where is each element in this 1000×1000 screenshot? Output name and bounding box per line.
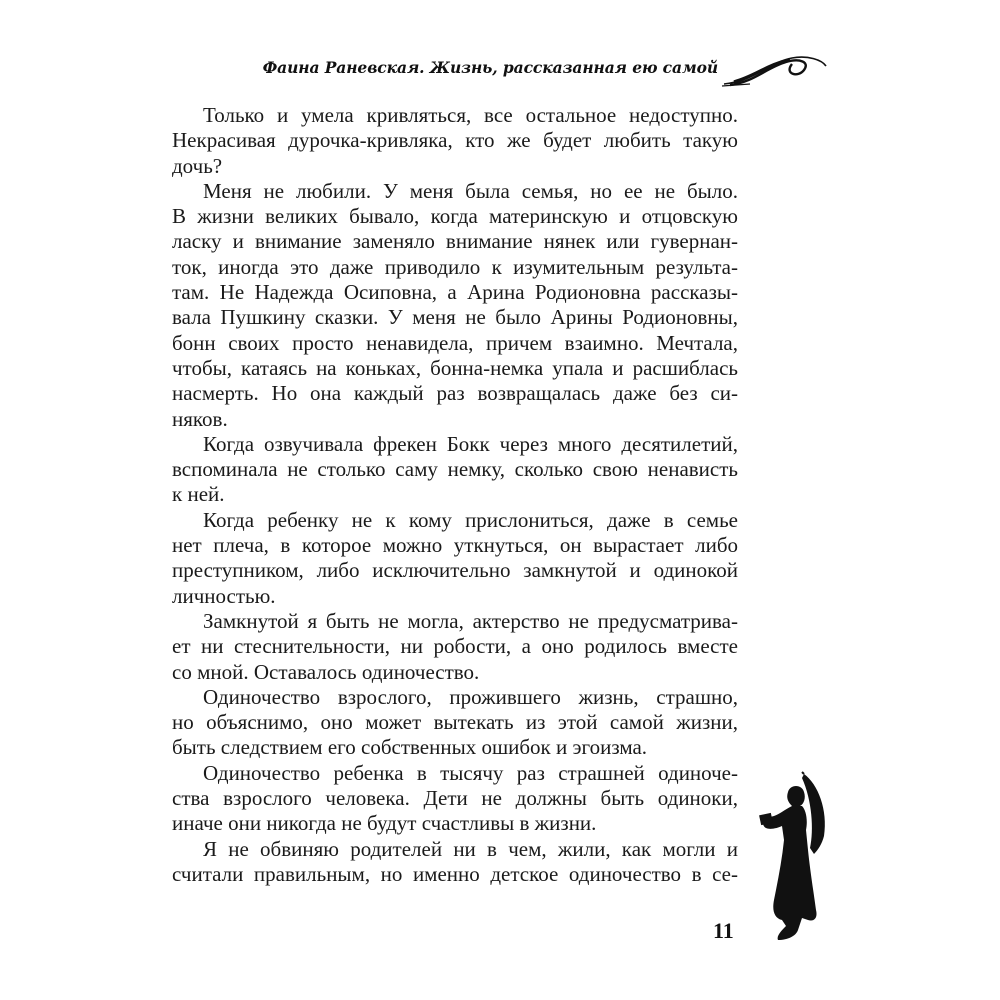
text-line: насмерть. Но она каждый раз возвращалась даже без си- bbox=[172, 381, 738, 406]
text-line: но объяснимо, оно может вытекать из этой самой жизни, bbox=[172, 710, 738, 735]
text-line: ласку и внимание заменяло внимание нянек или гувернан- bbox=[172, 229, 738, 254]
text-line: ет ни стеснительности, ни робости, а оно родилось вместе bbox=[172, 634, 738, 659]
text-line: иначе они никогда не будут счастливы в жизни. bbox=[172, 811, 597, 836]
text-line: ства взрослого человека. Дети не должны быть одиноки, bbox=[172, 786, 738, 811]
text-line: няков. bbox=[172, 406, 228, 431]
text-line: преступником, либо исключительно замкнутой и одинокой bbox=[172, 558, 738, 583]
text-line: со мной. Оставалось одиночество. bbox=[172, 659, 480, 684]
text-line: личностью. bbox=[172, 583, 276, 608]
text-line: к ней. bbox=[172, 482, 225, 507]
swash-flourish-icon bbox=[720, 52, 830, 88]
text-line: Я не обвиняю родителей ни в чем, жили, как могли и bbox=[203, 836, 738, 861]
text-line: Замкнутой я быть не могла, актерство не предусматрива- bbox=[203, 608, 738, 633]
woman-with-umbrella-silhouette-icon bbox=[752, 770, 832, 945]
text-line: бонн своих просто ненавидела, причем взаимно. Мечтала, bbox=[172, 330, 738, 355]
text-line: быть следствием его собственных ошибок и эгоизма. bbox=[172, 735, 648, 760]
running-title: Фаина Раневская. Жизнь, рассказанная ею самой bbox=[262, 58, 718, 77]
text-line: дочь? bbox=[172, 153, 223, 178]
text-line: вспоминала не столько саму немку, сколько свою ненависть bbox=[172, 457, 738, 482]
text-line: считали правильным, но именно детское одиночество в се- bbox=[172, 861, 738, 886]
text-line: ток, иногда это даже приводило к изумительным результа- bbox=[172, 254, 738, 279]
text-line: там. Не Надежда Осиповна, а Арина Родионовна рассказы- bbox=[172, 280, 738, 305]
text-line: Одиночество ребенка в тысячу раз страшней одиноче- bbox=[203, 760, 738, 785]
text-line: Только и умела кривляться, все остальное недоступно. bbox=[203, 103, 738, 127]
page-number: 11 bbox=[713, 918, 734, 943]
text-line: Когда ребенку не к кому прислониться, даже в семье bbox=[203, 507, 738, 532]
text-line: Меня не любили. У меня была семья, но ее не было. bbox=[203, 178, 738, 203]
text-line: вала Пушкину сказки. У меня не было Арины Родионовны, bbox=[172, 305, 738, 330]
text-line: Некрасивая дурочка-кривляка, кто же будет любить такую bbox=[172, 128, 738, 153]
text-line: Когда озвучивала фрекен Бокк через много десятилетий, bbox=[203, 431, 738, 456]
text-line: Одиночество взрослого, прожившего жизнь, страшно, bbox=[203, 684, 738, 709]
body-text bbox=[172, 103, 738, 887]
text-line: В жизни великих бывало, когда материнскую и отцовскую bbox=[172, 204, 738, 229]
text-line: нет плеча, в которое можно уткнуться, он вырастает либо bbox=[172, 533, 738, 558]
text-line: чтобы, катаясь на коньках, бонна-немка упала и расшиблась bbox=[172, 355, 738, 380]
